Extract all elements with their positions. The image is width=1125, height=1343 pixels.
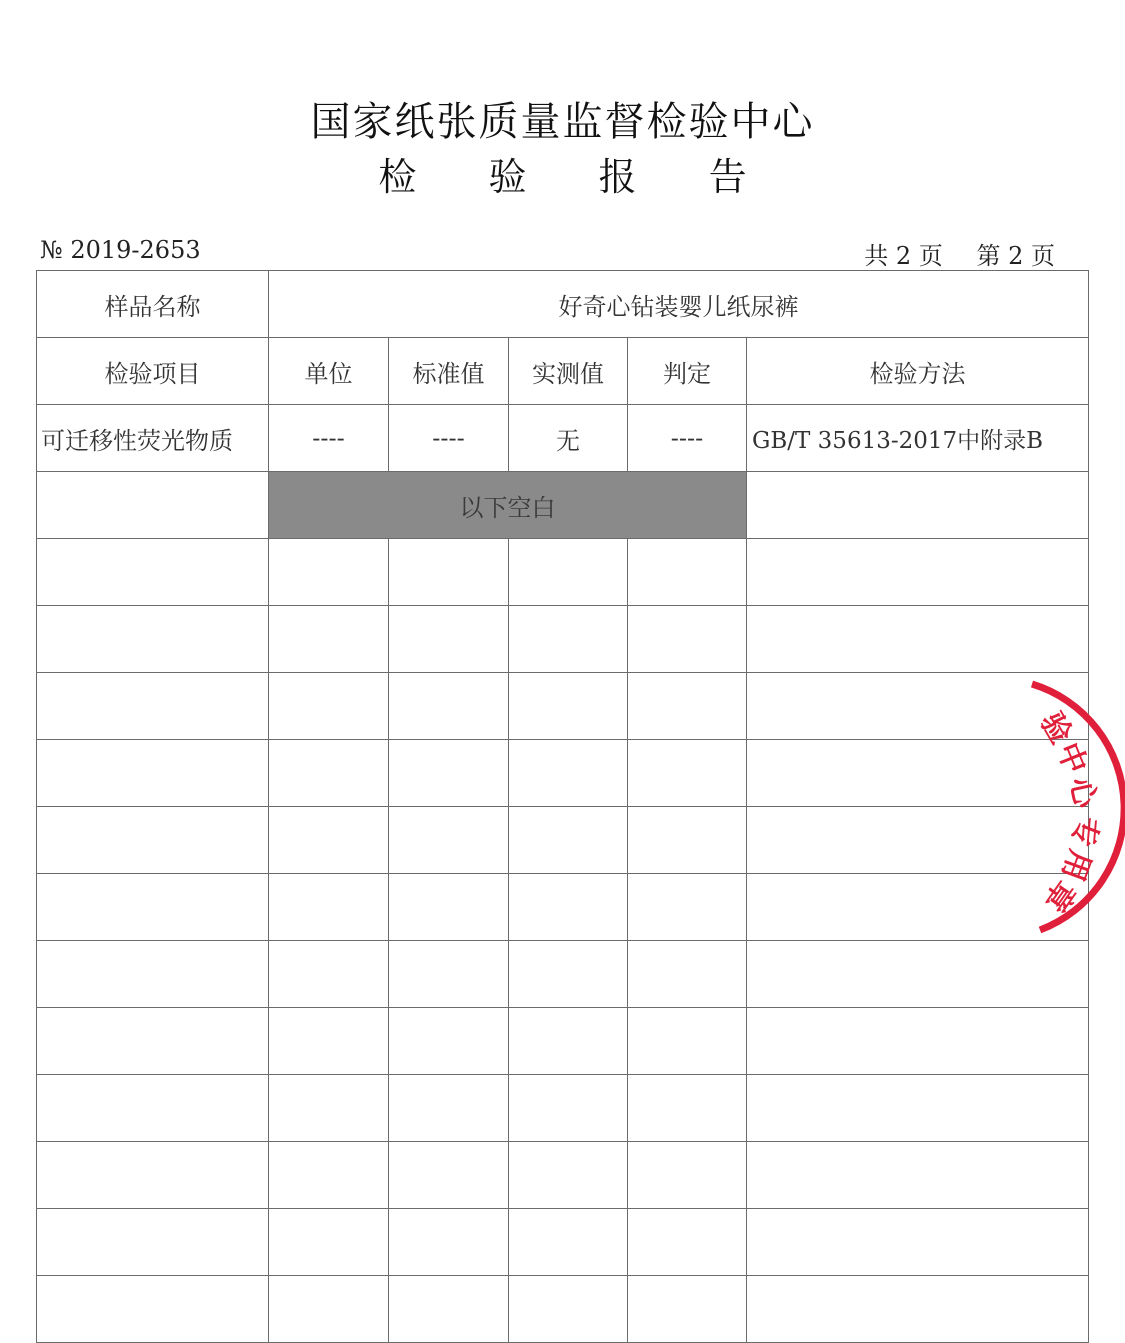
empty-cell (37, 606, 269, 673)
empty-cell (269, 1276, 389, 1343)
org-title: 国家纸张质量监督检验中心 (310, 99, 815, 145)
empty-cell (747, 1276, 1089, 1343)
report-number: № 2019-2653 (40, 236, 201, 264)
empty-cell (747, 1209, 1089, 1276)
empty-cell (389, 1142, 509, 1209)
measured-cell: 无 (509, 405, 628, 472)
empty-cell (509, 1142, 628, 1209)
empty-cell (747, 539, 1089, 606)
empty-cell (628, 1075, 747, 1142)
empty-cell (37, 1075, 269, 1142)
empty-cell (269, 807, 389, 874)
sample-label: 样品名称 (37, 271, 269, 338)
empty-cell (37, 941, 269, 1008)
header-row (37, 338, 1089, 405)
blank-note: 以下空白 (269, 472, 747, 539)
empty-cell (389, 1008, 509, 1075)
empty-cell (269, 606, 389, 673)
unit-cell: ---- (269, 405, 389, 472)
empty-cell (37, 1008, 269, 1075)
empty-cell (509, 740, 628, 807)
empty-cell (37, 874, 269, 941)
empty-cell (628, 539, 747, 606)
empty-row (37, 1276, 1089, 1343)
empty-cell (747, 472, 1089, 539)
empty-cell (37, 1276, 269, 1343)
empty-row (37, 1142, 1089, 1209)
empty-cell (509, 1276, 628, 1343)
empty-cell (269, 874, 389, 941)
empty-cell (37, 740, 269, 807)
seal-text: 心 (1062, 774, 1103, 812)
empty-row (37, 1075, 1089, 1142)
empty-cell (509, 807, 628, 874)
empty-cell (628, 673, 747, 740)
official-seal-icon (960, 640, 1125, 970)
empty-cell (389, 1276, 509, 1343)
item-cell: 可迁移性荧光物质 (37, 405, 269, 472)
verdict-cell: ---- (628, 405, 747, 472)
empty-row (37, 1209, 1089, 1276)
seal-text: 验 (1033, 706, 1079, 750)
page-info (838, 236, 1055, 271)
seal-text: 中 (1049, 737, 1094, 779)
empty-row (37, 941, 1089, 1008)
empty-cell (37, 1142, 269, 1209)
empty-cell (389, 740, 509, 807)
inspection-table (36, 270, 1089, 1343)
seal-text: 用 (1054, 845, 1098, 886)
empty-cell (628, 807, 747, 874)
empty-cell (269, 539, 389, 606)
method-cell: GB/T 35613-2017中附录B (747, 405, 1089, 472)
empty-cell (628, 1008, 747, 1075)
empty-cell (509, 606, 628, 673)
empty-cell (509, 1008, 628, 1075)
col-header-standard: 标准值 (389, 338, 509, 405)
empty-cell (509, 539, 628, 606)
empty-cell (37, 539, 269, 606)
empty-cell (37, 807, 269, 874)
seal-text: 专 (1065, 815, 1103, 849)
total-pages: 共 2 页 (864, 242, 943, 270)
empty-cell (747, 1142, 1089, 1209)
empty-cell (389, 606, 509, 673)
empty-cell (389, 1209, 509, 1276)
empty-cell (509, 874, 628, 941)
empty-cell (389, 673, 509, 740)
empty-row (37, 740, 1089, 807)
empty-cell (37, 1209, 269, 1276)
empty-row (37, 539, 1089, 606)
empty-cell (509, 1075, 628, 1142)
standard-cell: ---- (389, 405, 509, 472)
empty-cell (747, 1008, 1089, 1075)
empty-cell (628, 606, 747, 673)
empty-cell (509, 941, 628, 1008)
empty-cell (509, 673, 628, 740)
empty-row (37, 874, 1089, 941)
report-title: 检 验 报 告 (378, 155, 777, 199)
empty-row (37, 807, 1089, 874)
empty-cell (628, 1276, 747, 1343)
sample-row (37, 271, 1089, 338)
empty-cell (269, 740, 389, 807)
empty-cell (389, 1075, 509, 1142)
empty-cell (747, 1075, 1089, 1142)
empty-cell (628, 1142, 747, 1209)
empty-cell (628, 740, 747, 807)
empty-cell (269, 1075, 389, 1142)
empty-cell (269, 941, 389, 1008)
table-row (37, 405, 1089, 472)
empty-row (37, 1008, 1089, 1075)
empty-cell (37, 472, 269, 539)
sample-name: 好奇心钻装婴儿纸尿裤 (269, 271, 1089, 338)
empty-cell (269, 1209, 389, 1276)
empty-cell (628, 941, 747, 1008)
empty-cell (269, 1008, 389, 1075)
empty-cell (389, 874, 509, 941)
empty-row (37, 606, 1089, 673)
blank-note-row (37, 472, 1089, 539)
empty-cell (389, 941, 509, 1008)
empty-cell (37, 673, 269, 740)
empty-cell (628, 1209, 747, 1276)
col-header-measured: 实测值 (509, 338, 628, 405)
empty-cell (509, 1209, 628, 1276)
empty-cell (269, 1142, 389, 1209)
seal-text: 章 (1036, 873, 1083, 919)
empty-row (37, 673, 1089, 740)
empty-cell (389, 807, 509, 874)
col-header-item: 检验项目 (37, 338, 269, 405)
empty-cell (628, 874, 747, 941)
col-header-unit: 单位 (269, 338, 389, 405)
current-page: 第 2 页 (976, 242, 1055, 270)
empty-cell (389, 539, 509, 606)
col-header-verdict: 判定 (628, 338, 747, 405)
col-header-method: 检验方法 (747, 338, 1089, 405)
empty-cell (269, 673, 389, 740)
